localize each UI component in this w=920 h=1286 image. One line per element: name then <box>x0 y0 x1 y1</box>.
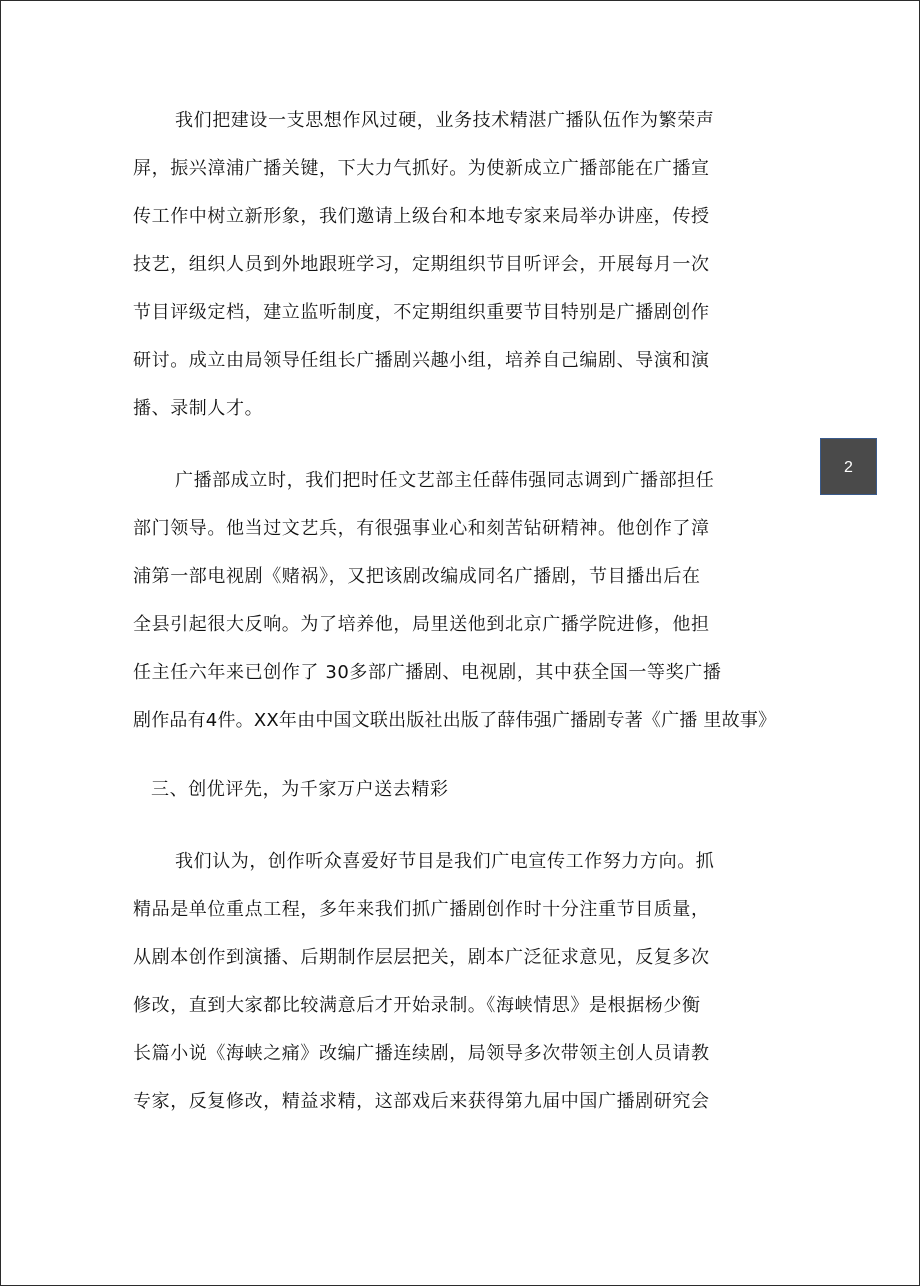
paragraph-1-line-1: 我们把建设一支思想作风过硬，业务技术精湛广播队伍作为繁荣声 <box>175 110 715 131</box>
paragraph-2-line-1: 广播部成立时，我们把时任文艺部主任薛伟强同志调到广播部担任 <box>175 470 715 491</box>
paragraph-1-line-4: 技艺，组织人员到外地跟班学习，定期组织节目听评会，开展每月一次 <box>133 254 710 275</box>
paragraph-2-line-2: 部门领导。他当过文艺兵，有很强事业心和刻苦钻研精神。他创作了漳 <box>133 518 710 539</box>
paragraph-2-line-4: 全县引起很大反响。为了培养他，局里送他到北京广播学院进修，他担 <box>133 614 710 635</box>
paragraph-2-line-3: 浦第一部电视剧《赌祸》，又把该剧改编成同名广播剧，节目播出后在 <box>133 566 701 587</box>
paragraph-3-line-2: 精品是单位重点工程，多年来我们抓广播剧创作时十分注重节目质量， <box>133 899 710 920</box>
paragraph-3-line-6: 专家，反复修改，精益求精，这部戏后来获得第九届中国广播剧研究会 <box>133 1091 710 1112</box>
paragraph-3-line-5: 长篇小说《海峡之痛》改编广播连续剧，局领导多次带领主创人员请教 <box>133 1043 710 1064</box>
paragraph-1-line-6: 研讨。成立由局领导任组长广播剧兴趣小组，培养自己编剧、导演和演 <box>133 350 710 371</box>
paragraph-1-line-3: 传工作中树立新形象，我们邀请上级台和本地专家来局举办讲座，传授 <box>133 206 710 227</box>
paragraph-3-line-4: 修改，直到大家都比较满意后才开始录制。《海峡情思》是根据杨少衡 <box>133 995 701 1016</box>
paragraph-2-line-6: 剧作品有4件。XX年由中国文联出版社出版了薛伟强广播剧专著《广播 里故事》 <box>133 710 777 731</box>
paragraph-2-line-5: 任主任六年来已创作了 30多部广播剧、电视剧，其中获全国一等奖广播 <box>133 662 722 683</box>
paragraph-3-line-3: 从剧本创作到演播、后期制作层层把关，剧本广泛征求意见，反复多次 <box>133 947 710 968</box>
page-number-badge: 2 <box>820 438 877 495</box>
section-heading: 三、创优评先，为千家万户送去精彩 <box>151 779 449 800</box>
paragraph-1-line-2: 屏，振兴漳浦广播关键，下大力气抓好。为使新成立广播部能在广播宣 <box>133 158 710 179</box>
paragraph-3-line-1: 我们认为，创作听众喜爱好节目是我们广电宣传工作努力方向。抓 <box>175 851 715 872</box>
paragraph-1-line-7: 播、录制人才。 <box>133 398 264 419</box>
paragraph-1-line-5: 节目评级定档，建立监听制度，不定期组织重要节目特别是广播剧创作 <box>133 302 710 323</box>
